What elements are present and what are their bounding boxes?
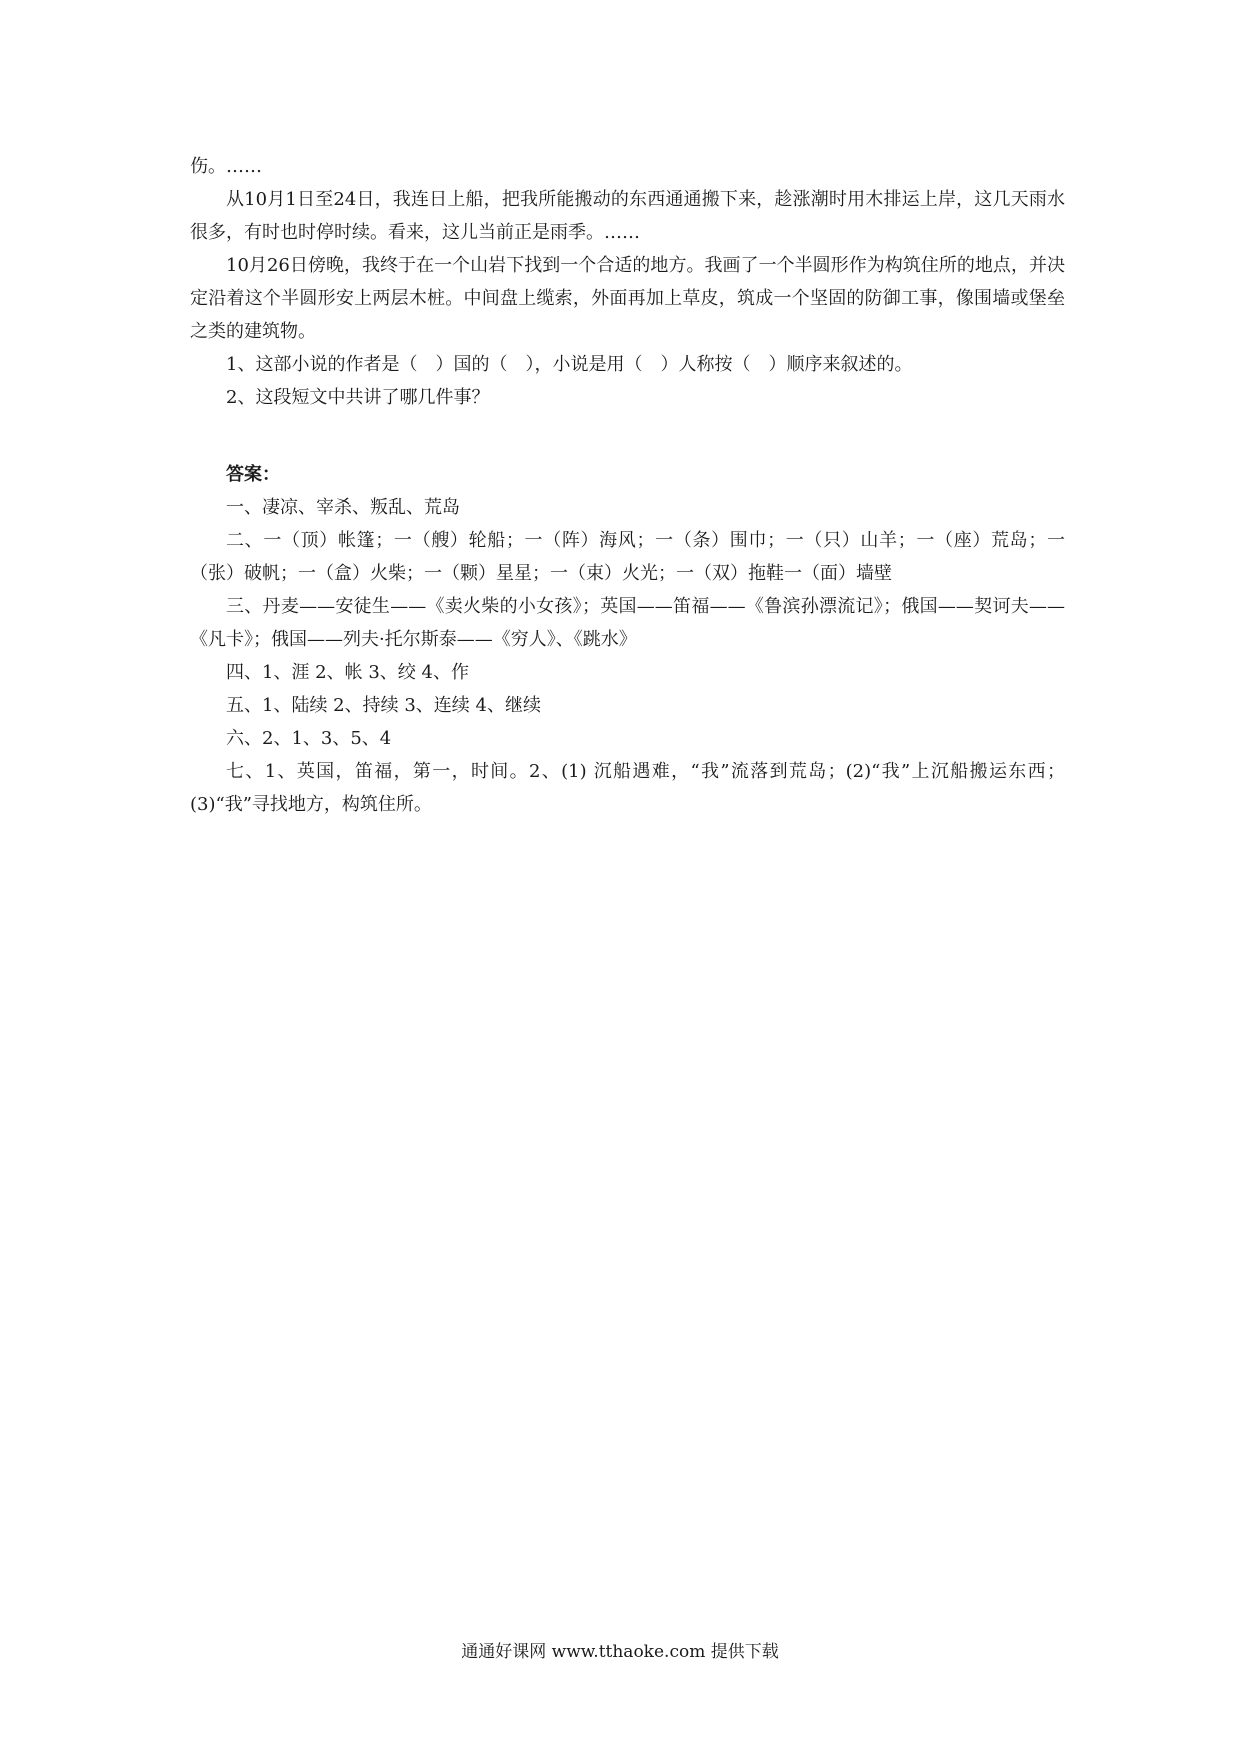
passage-fragment: 伤。…… — [190, 156, 262, 177]
answer-7: 七、1、英国，笛福，第一，时间。2、(1) 沉船遇难，“我”流落到荒岛；(2)“我”上沉船搬运东西；(3)“我”寻找地方，构筑住所。 — [190, 761, 1065, 815]
passage-paragraph-1: 从10月1日至24日，我连日上船，把我所能搬动的东西通通搬下来，趁涨潮时用木排运上岸，这几天雨水很多，有时也时停时续。看来，这儿当前正是雨季。…… — [190, 189, 1065, 243]
answer-2: 二、一（顶）帐篷；一（艘）轮船；一（阵）海风；一（条）围巾；一（只）山羊；一（座）荒岛；一（张）破帆；一（盒）火柴；一（颗）星星；一（束）火光；一（双）拖鞋一（面）墙壁 — [190, 530, 1065, 584]
page-footer: 通通好课网 www.tthaoke.com 提供下载 — [461, 1642, 779, 1662]
answers-heading: 答案： — [226, 464, 280, 485]
answer-5: 五、1、陆续 2、持续 3、连续 4、继续 — [226, 695, 541, 716]
answer-6: 六、2、1、3、5、4 — [226, 728, 392, 749]
question-1: 1、这部小说的作者是（ ）国的（ ），小说是用（ ）人称按（ ）顺序来叙述的。 — [226, 354, 913, 375]
document-body — [190, 150, 1065, 821]
answer-3: 三、丹麦——安徒生——《卖火柴的小女孩》；英国——笛福——《鲁滨孙漂流记》；俄国——契诃夫——《凡卡》；俄国——列夫·托尔斯泰——《穷人》、《跳水》 — [190, 596, 1065, 650]
answer-1: 一、凄凉、宰杀、叛乱、荒岛 — [226, 497, 460, 518]
passage-paragraph-2: 10月26日傍晚，我终于在一个山岩下找到一个合适的地方。我画了一个半圆形作为构筑住所的地点，并决定沿着这个半圆形安上两层木桩。中间盘上缆索，外面再加上草皮，筑成一个坚固的防御工事，像围墙或堡垒之类的建筑物。 — [190, 255, 1065, 342]
answer-4: 四、1、涯 2、帐 3、绞 4、作 — [226, 662, 469, 683]
question-2: 2、这段短文中共讲了哪几件事？ — [226, 387, 490, 408]
section-spacer — [190, 414, 1065, 458]
